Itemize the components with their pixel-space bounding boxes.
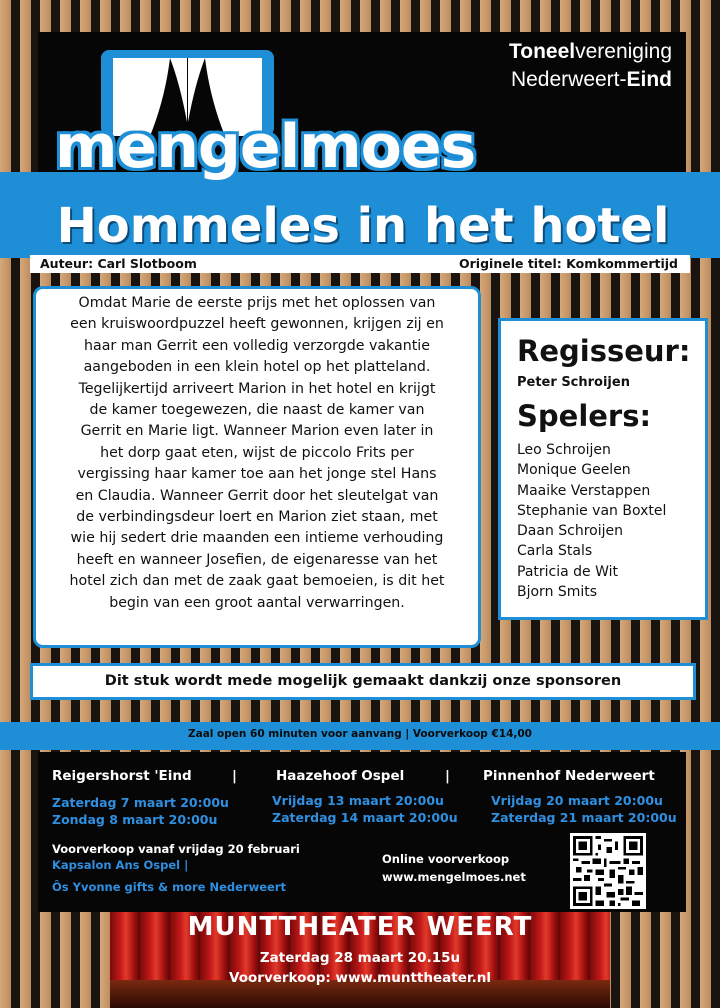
venue-dates xyxy=(52,794,229,828)
synopsis-line: vergissing haar kamer toe aan het jonge stel Hans xyxy=(77,466,437,483)
sponsor-notice: Dit stuk wordt mede mogelijk gemaakt dankzij onze sponsoren xyxy=(30,663,696,700)
synopsis-line: het dorp gaat eten, wijst de piccolo Frits per xyxy=(100,444,414,461)
original-title-credit: Originele titel: Komkommertijd xyxy=(459,256,678,271)
venue-haazehoof: Haazehoof Ospel xyxy=(276,768,405,784)
org-name-line1 xyxy=(509,40,672,64)
director-heading: Regisseur: xyxy=(517,334,691,368)
online-presale-label: Online voorverkoop xyxy=(382,852,510,866)
munttheater-date: Zaterdag 28 maart 20.15u xyxy=(259,950,461,966)
synopsis-line: wie hij sedert drie maanden een intieme verhouding xyxy=(70,530,444,547)
venue-dates xyxy=(491,792,677,826)
synopsis-line: begin van een groot aantal verwarringen. xyxy=(109,594,405,611)
synopsis-line: Tegelijkertijd arriveert Marion in het hotel en krijgt xyxy=(78,380,436,397)
synopsis-line: heeft en wanneer Josefien, de eigenaresse van het xyxy=(76,551,438,568)
actor-name: Monique Geelen xyxy=(517,462,631,479)
org-name-rest: vereniging xyxy=(575,40,672,63)
synopsis-line: Omdat Marie de eerste prijs met het oplossen van xyxy=(78,295,436,311)
org-place-bold: Eind xyxy=(626,68,672,91)
play-title: Hommeles in het hotel xyxy=(56,198,670,254)
actor-name: Bjorn Smits xyxy=(517,584,598,601)
venue-reigershorst: Reigershorst 'Eind xyxy=(52,768,192,784)
actor-name: Stephanie van Boxtel xyxy=(517,502,667,519)
qr-code-icon[interactable] xyxy=(570,833,646,909)
venue-pinnenhof: Pinnenhof Nederweert xyxy=(483,768,655,784)
org-name-line2 xyxy=(511,68,672,92)
cast-heading: Spelers: xyxy=(517,399,652,433)
munttheater-title: MUNTTHEATER WEERT xyxy=(187,912,533,942)
author-credit: Auteur: Carl Slotboom xyxy=(40,256,197,271)
org-place-rest: Nederweert- xyxy=(510,68,627,91)
synopsis-line: een kruiswoordpuzzel heeft gewonnen, krijgen zij en xyxy=(70,316,444,333)
synopsis-line: Gerrit en Marie ligt. Wanneer Marion even later in xyxy=(80,423,434,440)
synopsis-line: aangeboden in een klein hotel op het platteland. xyxy=(83,359,431,376)
actor-name: Patricia de Wit xyxy=(517,563,619,580)
actor-name: Maaike Verstappen xyxy=(517,482,651,499)
director-name: Peter Schroijen xyxy=(517,375,630,390)
venue-separator: | xyxy=(232,768,237,784)
online-presale-url[interactable]: www.mengelmoes.net xyxy=(382,870,526,884)
performance-date: Vrijdag 13 maart 20:00u xyxy=(272,793,444,808)
actor-name: Carla Stals xyxy=(517,543,593,560)
synopsis-line: haar man Gerrit een volledig verzorgde vakantie xyxy=(84,337,430,354)
logo-wordmark: mengelmoes xyxy=(55,112,476,182)
actor-name: Daan Schroijen xyxy=(517,523,623,540)
credits-bar xyxy=(30,255,690,273)
synopsis-line: en Claudia. Wanneer Gerrit door het sleutelgat van xyxy=(75,487,439,504)
performance-date: Zaterdag 21 maart 20:00u xyxy=(491,810,677,825)
presale-heading: Voorverkoop vanaf vrijdag 20 februari xyxy=(52,842,300,856)
synopsis-line: de verbindingsdeur loert en Marion ziet staan, met xyxy=(76,509,438,526)
performance-date: Zondag 8 maart 20:00u xyxy=(52,812,218,827)
cast-box xyxy=(498,318,708,620)
door-and-price-info: Zaal open 60 minuten voor aanvang | Voorverkoop €14,00 xyxy=(188,728,532,740)
presale-location: Ôs Yvonne gifts & more Nederweert xyxy=(52,880,286,894)
venue-dates xyxy=(272,792,458,826)
synopsis-line: hotel zich dan met de zaak gaat bemoeien, is dit het xyxy=(69,573,445,590)
munttheater-presale: Voorverkoop: www.munttheater.nl xyxy=(229,970,491,986)
synopsis-line: de kamer toegewezen, die naast de kamer van xyxy=(89,402,425,419)
actor-name: Leo Schroijen xyxy=(517,442,611,458)
presale-location: Kapsalon Ans Ospel | xyxy=(52,858,189,872)
org-name-bold: Toneel xyxy=(508,40,576,63)
synopsis-box xyxy=(33,286,481,648)
performance-date: Vrijdag 20 maart 20:00u xyxy=(491,793,663,808)
venue-separator: | xyxy=(445,768,450,784)
performance-date: Zaterdag 14 maart 20:00u xyxy=(272,810,458,825)
performance-date: Zaterdag 7 maart 20:00u xyxy=(52,795,229,810)
